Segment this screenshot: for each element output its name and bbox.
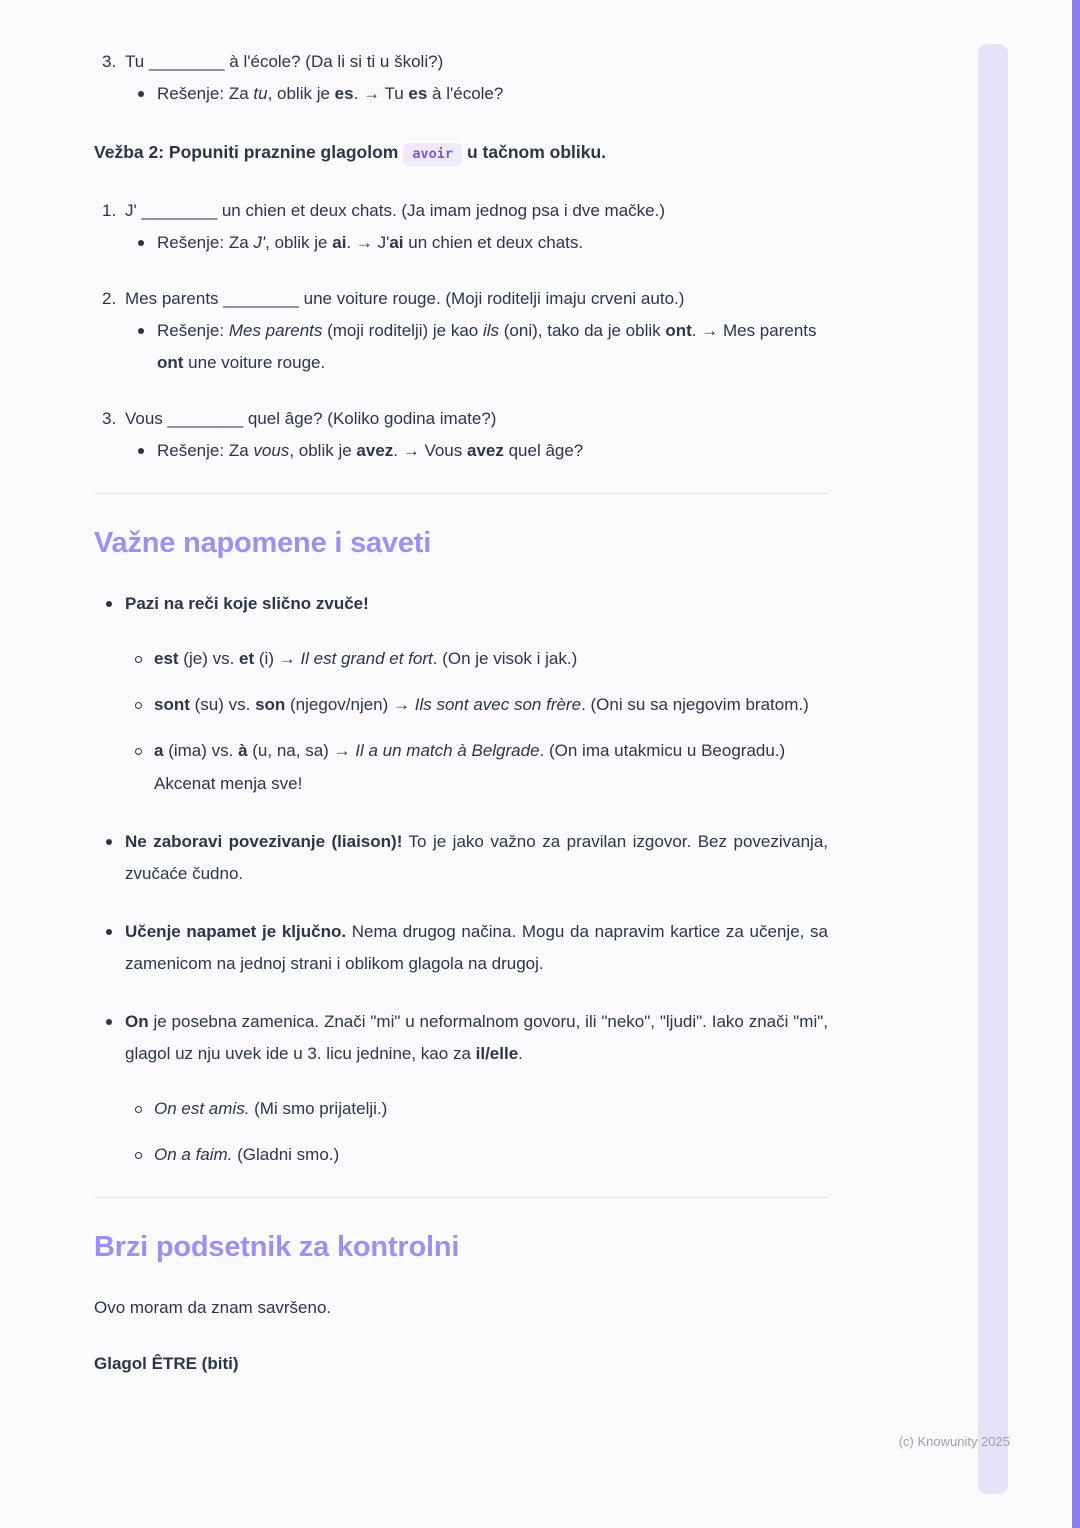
note-lead-text: Pazi na reči koje slično zvuče! [125,594,369,613]
exercise1-item-3 [94,46,828,110]
note-bullet-liaison [94,826,828,890]
notes-section-title: Važne napomene i saveti [94,527,432,559]
exercise-question-row [94,195,828,227]
section-divider [94,493,828,494]
note-sub-text: On est amis. (Mi smo prijatelji.) [154,1099,388,1118]
note-sub-item [133,688,828,721]
exercise-question-row [94,283,828,315]
exercise-solution-row [136,315,828,379]
code-chip: avoir [403,143,462,166]
note-sub-item [133,642,828,675]
note-sub-text: sont (su) vs. son (njegov/njen) → Ils sont avec son frère. (Oni su sa njegovim bratom.) [154,695,809,714]
bullet-icon [104,826,125,890]
note-lead-row [94,916,828,980]
exercise-solution: Rešenje: Za vous, oblik je avez. → Vous avez quel âge? [157,441,584,460]
bullet-icon [136,78,157,110]
exercise-solution-row [136,78,828,110]
note-bullet-on-pronoun [94,1006,828,1171]
bullet-icon [136,435,157,467]
circle-bullet-icon [133,688,154,721]
list-number: 1. [102,201,117,220]
note-sub-text: est (je) vs. et (i) → Il est grand et fort. (On je visok i jak.) [154,649,578,668]
note-sub-text: On a faim. (Gladni smo.) [154,1145,340,1164]
exercise2-item-3 [94,403,828,467]
bullet-icon [104,1006,125,1070]
side-margin-strip [978,44,1008,1494]
bullet-icon [104,916,125,980]
exercise-question: Vous ________ quel âge? (Koliko godina imate?) [125,409,497,428]
bullet-icon [136,227,157,259]
circle-bullet-icon [133,642,154,675]
exercise2-heading: Vežba 2: Popuniti praznine glagolom avoir u tačnom obliku. [94,135,828,171]
note-sub-item [133,1092,828,1125]
list-number: 3. [102,52,117,71]
exercise-solution: Rešenje: Za tu, oblik je es. → Tu es à l'école? [157,84,504,103]
exercise-question: Tu ________ à l'école? (Da li si ti u školi?) [125,52,444,71]
note-sublist [94,642,828,800]
footer-credit: (c) Knowunity 2025 [898,1434,1010,1449]
exercise-solution-row [136,435,828,467]
list-number: 3. [102,409,117,428]
exercise2-item-1 [94,195,828,259]
note-lead-row [94,1006,828,1070]
note-lead-text: On je posebna zamenica. Znači "mi" u neformalnom govoru, ili "neko", "ljudi". Iako znači "mi", glagol uz nju uvek ide u 3. licu jednine, kao za il/elle. [125,1012,828,1063]
exercise-question: Mes parents ________ une voiture rouge. (Moji roditelji imaju crveni auto.) [125,289,685,308]
circle-bullet-icon [133,1138,154,1171]
note-bullet-similar-words [94,588,828,800]
note-sub-item [133,734,828,800]
exercise2-item-2 [94,283,828,379]
exercise-question: J' ________ un chien et deux chats. (Ja imam jednog psa i dve mačke.) [125,201,665,220]
exercise-question-row [94,403,828,435]
exercise-solution: Rešenje: Mes parents (moji roditelji) je kao ils (oni), tako da je oblik ont. → Mes parents ont une voiture rouge. [157,321,817,372]
exercise-solution: Rešenje: Za J', oblik je ai. → J'ai un chien et deux chats. [157,233,584,252]
note-lead-text: Ne zaboravi povezivanje (liaison)! To je jako važno za pravilan izgovor. Bez povezivanja, zvučaće čudno. [125,832,829,883]
page-edge-bar [1072,0,1080,1528]
bullet-icon [104,588,125,620]
note-sub-text: a (ima) vs. à (u, na, sa) → Il a un match à Belgrade. (On ima utakmicu u Beogradu.) Akcenat menja sve! [154,741,786,793]
note-lead-text: Učenje napamet je ključno. Nema drugog načina. Mogu da napravim kartice za učenje, sa zamenicom na jednoj strani i oblikom glagola na drugoj. [125,922,828,973]
exercise-question-row [94,46,828,78]
note-sublist [94,1092,828,1171]
reminder-intro: Ovo moram da znam savršeno. [94,1298,332,1317]
bullet-icon [136,315,157,379]
reminder-section-title: Brzi podsetnik za kontrolni [94,1231,460,1263]
section-divider [94,1197,828,1198]
note-bullet-memorize [94,916,828,980]
exercise-solution-row [136,227,828,259]
circle-bullet-icon [133,1092,154,1125]
reminder-subheading: Glagol ÊTRE (biti) [94,1354,239,1373]
circle-bullet-icon [133,734,154,800]
note-lead-row [94,588,828,620]
document-content [94,46,828,1404]
list-number: 2. [102,289,117,308]
note-lead-row [94,826,828,890]
note-sub-item [133,1138,828,1171]
